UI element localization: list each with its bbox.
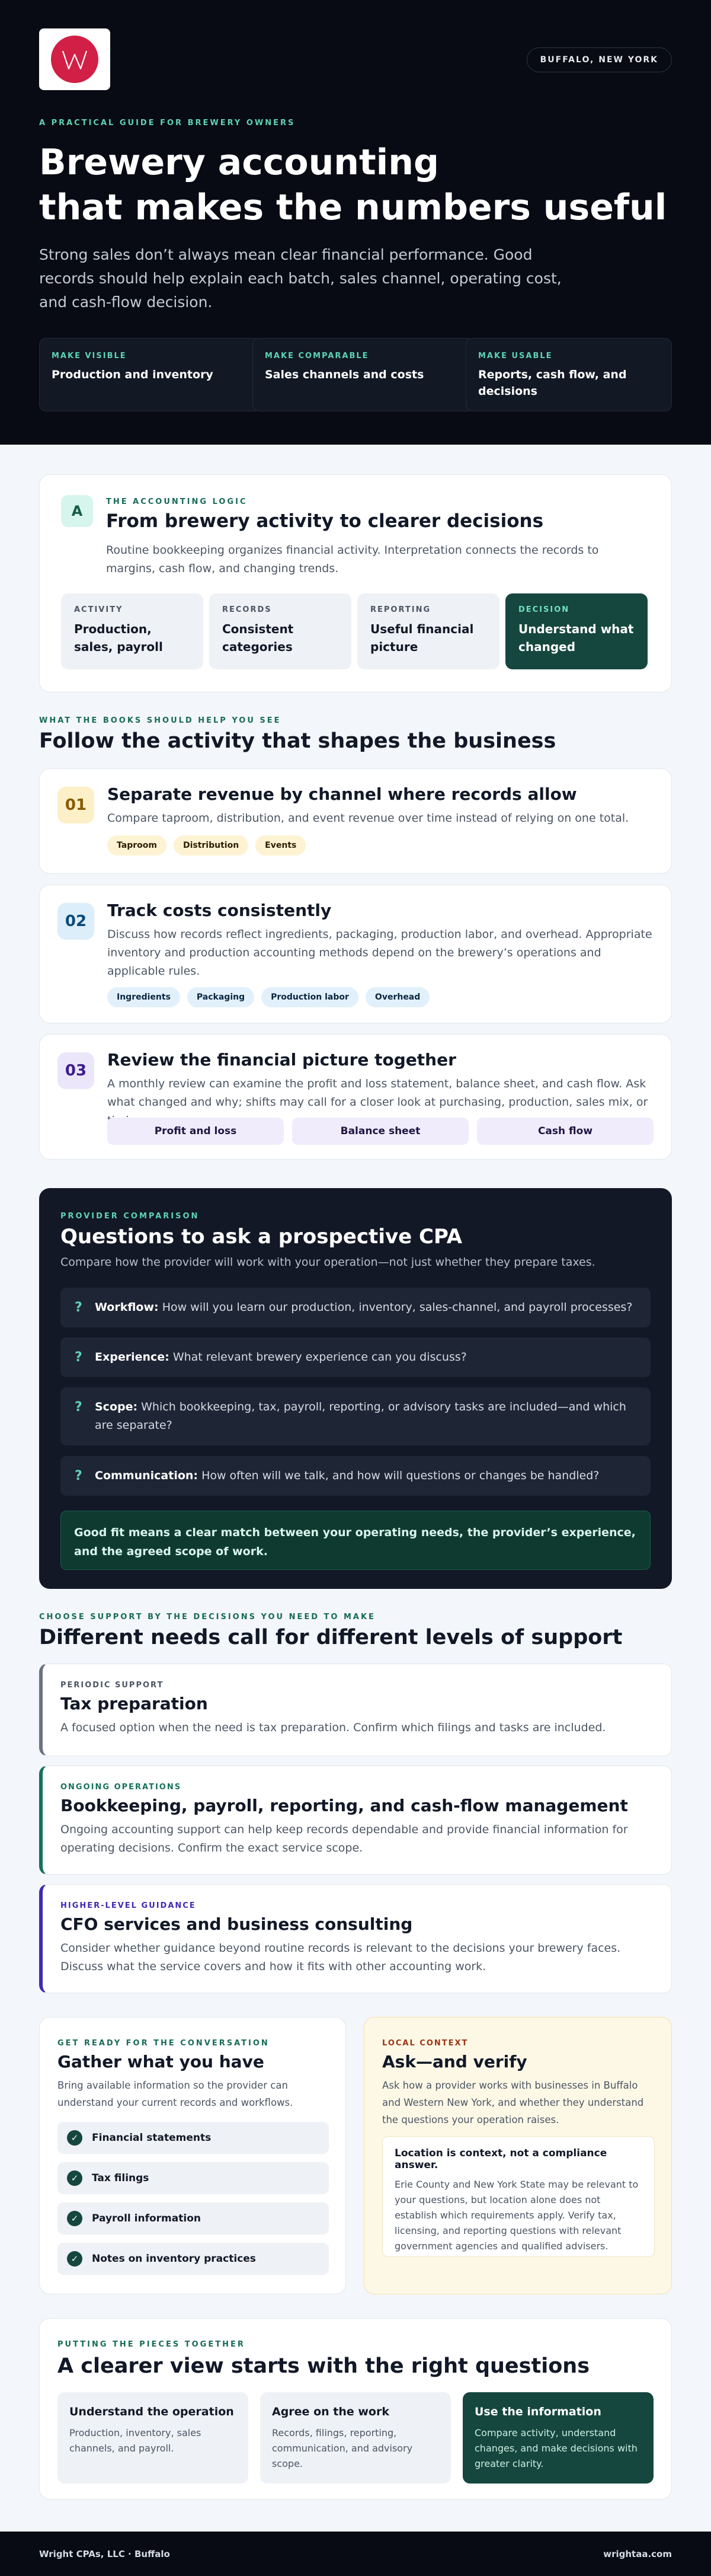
check-icon: ✓ xyxy=(67,2251,82,2267)
activity-item-desc: Discuss how records reflect ingredients, packaging, production labor, and overhead. Appropriate inventory and production accounting methods depend on the brewery’s operations and applicable rules. xyxy=(107,928,652,978)
local-note-desc: Erie County and New York State may be relevant to your questions, but location alone does not establish which requirements apply. Verify tax, licensing, and reporting questions with relevant government agencies and qualified advisers. xyxy=(395,2179,639,2252)
checklist-item xyxy=(57,2202,329,2235)
question-scope xyxy=(60,1387,651,1445)
step-label: ACTIVITY xyxy=(74,605,123,614)
statement-profit-and-loss: Profit and loss xyxy=(107,1118,284,1145)
chip-packaging: Packaging xyxy=(187,987,254,1007)
question-mark-icon: ? xyxy=(75,1300,82,1315)
question-text: How often will we talk, and how will questions or changes be handled? xyxy=(201,1469,600,1482)
support-item-desc: Consider whether guidance beyond routine records is relevant to the decisions your brewery faces. Discuss what the service covers and how it fits with other accounting work. xyxy=(60,1942,621,1973)
logo-mark xyxy=(51,36,98,83)
statement-balance-sheet: Balance sheet xyxy=(292,1118,469,1145)
check-icon: ✓ xyxy=(67,2130,82,2146)
check-icon: ✓ xyxy=(67,2211,82,2226)
step-value: Understand what changed xyxy=(518,622,634,654)
activity-item-desc: Compare taproom, distribution, and event revenue over time instead of relying on one total. xyxy=(107,812,629,825)
question-mark-icon: ? xyxy=(75,1350,82,1365)
chip-taproom: Taproom xyxy=(107,835,166,856)
footer-company: Wright CPAs, LLC · Buffalo xyxy=(39,2548,170,2559)
cpa-eyebrow: PROVIDER COMPARISON xyxy=(60,1212,200,1221)
summary-box-work xyxy=(260,2392,451,2484)
chip-ingredients: Ingredients xyxy=(107,987,180,1007)
question-key: Scope: xyxy=(95,1400,138,1413)
support-label: PERIODIC SUPPORT xyxy=(60,1681,164,1690)
summary-box-desc: Records, filings, reporting, communication, and advisory scope. xyxy=(272,2427,413,2469)
checklist-label: Tax filings xyxy=(92,2172,149,2184)
support-cfo-services xyxy=(39,1884,672,1993)
question-text: Which bookkeeping, tax, payroll, reporting, or advisory tasks are included—and which are separate? xyxy=(95,1400,626,1432)
page-title xyxy=(39,140,679,230)
support-item-title: Tax preparation xyxy=(60,1694,208,1713)
local-context-card xyxy=(364,2017,672,2294)
support-eyebrow: CHOOSE SUPPORT BY THE DECISIONS YOU NEED TO MAKE xyxy=(39,1613,376,1621)
chip-events: Events xyxy=(255,835,306,856)
section-badge: A xyxy=(61,495,93,527)
question-key: Communication: xyxy=(95,1469,198,1482)
summary-box-title: Understand the operation xyxy=(69,2405,234,2418)
hero-eyebrow: A PRACTICAL GUIDE FOR BREWERY OWNERS xyxy=(39,119,296,127)
support-ongoing-operations xyxy=(39,1766,672,1875)
good-fit-callout: Good fit means a clear match between your operating needs, the provider’s experience, and the agreed scope of work. xyxy=(60,1511,651,1570)
gather-eyebrow: GET READY FOR THE CONVERSATION xyxy=(57,2039,270,2048)
support-item-title: CFO services and business consulting xyxy=(60,1914,413,1934)
summary-box-title: Agree on the work xyxy=(272,2405,389,2418)
hero-card-label: MAKE USABLE xyxy=(478,352,553,360)
step-label: REPORTING xyxy=(370,605,431,614)
step-value: Useful financial picture xyxy=(370,622,474,654)
summary-box-operation xyxy=(57,2392,248,2484)
logic-eyebrow: THE ACCOUNTING LOGIC xyxy=(106,497,248,506)
hero-card-value: Production and inventory xyxy=(52,368,213,381)
support-tax-preparation xyxy=(39,1664,672,1756)
local-note xyxy=(382,2136,655,2257)
hero-card-comparable xyxy=(252,338,474,411)
step-number: 01 xyxy=(57,787,94,823)
hero-card-value: Sales channels and costs xyxy=(265,368,424,381)
gather-card xyxy=(39,2017,346,2294)
statement-cash-flow: Cash flow xyxy=(477,1118,654,1145)
activity-eyebrow: WHAT THE BOOKS SHOULD HELP YOU SEE xyxy=(39,716,281,725)
hero-card-visible xyxy=(39,338,261,411)
summary-box-desc: Compare activity, understand changes, and make decisions with greater clarity. xyxy=(475,2427,638,2469)
chip-group xyxy=(107,987,430,1007)
statement-group xyxy=(107,1118,654,1145)
activity-item-desc: A monthly review can examine the profit and loss statement, balance sheet, and cash flow. Ask what changed and why; shifts may call for a closer look at purchasing, production, sales mix, or xyxy=(107,1077,648,1109)
chip-production-labor: Production labor xyxy=(261,987,358,1007)
checklist-label: Notes on inventory practices xyxy=(92,2253,256,2265)
support-item-desc: A focused option when the need is tax preparation. Confirm which filings and tasks are included. xyxy=(60,1721,606,1734)
question-key: Experience: xyxy=(95,1351,169,1364)
hero-card-usable xyxy=(466,338,672,411)
step-label: RECORDS xyxy=(222,605,272,614)
activity-item-title: Separate revenue by channel where records allow xyxy=(107,784,577,804)
logic-step-decision xyxy=(505,593,648,669)
location-badge: BUFFALO, NEW YORK xyxy=(527,47,672,72)
hero-card-label: MAKE COMPARABLE xyxy=(265,352,369,360)
step-value: Production, sales, payroll xyxy=(74,622,163,654)
summary-eyebrow: PUTTING THE PIECES TOGETHER xyxy=(57,2340,245,2349)
checklist-item xyxy=(57,2162,329,2194)
summary-box-information xyxy=(463,2392,654,2484)
accounting-logic-card xyxy=(39,474,672,692)
support-title: Different needs call for different levels of support xyxy=(39,1626,623,1649)
hero-card-label: MAKE VISIBLE xyxy=(52,352,127,360)
logic-step-reporting xyxy=(357,593,499,669)
question-workflow xyxy=(60,1288,651,1327)
question-text: What relevant brewery experience can you discuss? xyxy=(172,1351,467,1364)
hero-section xyxy=(0,0,711,445)
question-mark-icon: ? xyxy=(75,1469,82,1483)
summary-box-desc: Production, inventory, sales channels, and payroll. xyxy=(69,2427,201,2454)
checklist-item xyxy=(57,2122,329,2154)
hero-card-value: Reports, cash flow, and decisions xyxy=(478,368,627,398)
local-eyebrow: LOCAL CONTEXT xyxy=(382,2039,469,2048)
summary-card xyxy=(39,2318,672,2500)
summary-title: A clearer view starts with the right questions xyxy=(57,2354,590,2378)
local-desc: Ask how a provider works with businesses in Buffalo and Western New York, and whether they understand the questions your operation raises. xyxy=(382,2080,644,2125)
logic-description: Routine bookkeeping organizes financial activity. Interpretation connects the records to margins, cash flow, and changing trends. xyxy=(106,544,599,575)
chip-overhead: Overhead xyxy=(366,987,430,1007)
logic-step-records xyxy=(209,593,351,669)
check-icon: ✓ xyxy=(67,2170,82,2186)
activity-title: Follow the activity that shapes the business xyxy=(39,729,556,753)
logo-w-icon xyxy=(58,43,91,76)
step-number: 03 xyxy=(57,1052,94,1089)
gather-desc: Bring available information so the provider can understand your current records and workflows. xyxy=(57,2080,293,2108)
page-footer xyxy=(0,2532,711,2576)
footer-website-link[interactable]: wrightaa.com xyxy=(603,2548,672,2559)
logic-step-activity xyxy=(61,593,203,669)
local-title: Ask—and verify xyxy=(382,2052,527,2071)
checklist-label: Payroll information xyxy=(92,2213,201,2224)
step-label: DECISION xyxy=(518,605,570,614)
activity-item-title: Review the financial picture together xyxy=(107,1050,456,1070)
hero-subtitle: Strong sales don’t always mean clear financial performance. Good records should help explain each batch, sales channel, operating cost, and cash-flow decision. xyxy=(39,246,562,311)
gather-title: Gather what you have xyxy=(57,2052,264,2071)
step-value: Consistent categories xyxy=(222,622,294,654)
cpa-title: Questions to ask a prospective CPA xyxy=(60,1225,463,1249)
support-item-title: Bookkeeping, payroll, reporting, and cash-flow management xyxy=(60,1796,628,1815)
support-item-desc: Ongoing accounting support can help keep records dependable and provide financial information for operating decisions. Confirm the exact service scope. xyxy=(60,1823,628,1854)
question-communication xyxy=(60,1456,651,1496)
local-note-title: Location is context, not a compliance answer. xyxy=(395,2147,607,2171)
question-experience xyxy=(60,1338,651,1377)
support-label: HIGHER-LEVEL GUIDANCE xyxy=(60,1901,196,1910)
activity-item-costs xyxy=(39,885,672,1023)
checklist-label: Financial statements xyxy=(92,2132,212,2144)
company-logo[interactable] xyxy=(39,28,110,90)
cpa-questions-panel xyxy=(39,1188,672,1589)
checklist-item xyxy=(57,2243,329,2275)
question-mark-icon: ? xyxy=(75,1400,82,1415)
chip-group xyxy=(107,835,306,856)
support-label: ONGOING OPERATIONS xyxy=(60,1783,182,1792)
summary-box-title: Use the information xyxy=(475,2405,601,2418)
logic-title: From brewery activity to clearer decisions xyxy=(106,510,544,532)
question-text: How will you learn our production, inventory, sales-channel, and payroll processes? xyxy=(162,1301,633,1314)
chip-distribution: Distribution xyxy=(174,835,248,856)
page-title-line-2: that makes the numbers useful xyxy=(39,187,667,228)
page-title-line-1: Brewery accounting xyxy=(39,142,439,183)
activity-item-title: Track costs consistently xyxy=(107,901,332,920)
activity-item-review xyxy=(39,1034,672,1160)
question-key: Workflow: xyxy=(95,1301,159,1314)
step-number: 02 xyxy=(57,903,94,940)
cpa-subtitle: Compare how the provider will work with your operation—not just whether they prepare taxes. xyxy=(60,1256,595,1269)
activity-item-revenue xyxy=(39,768,672,874)
